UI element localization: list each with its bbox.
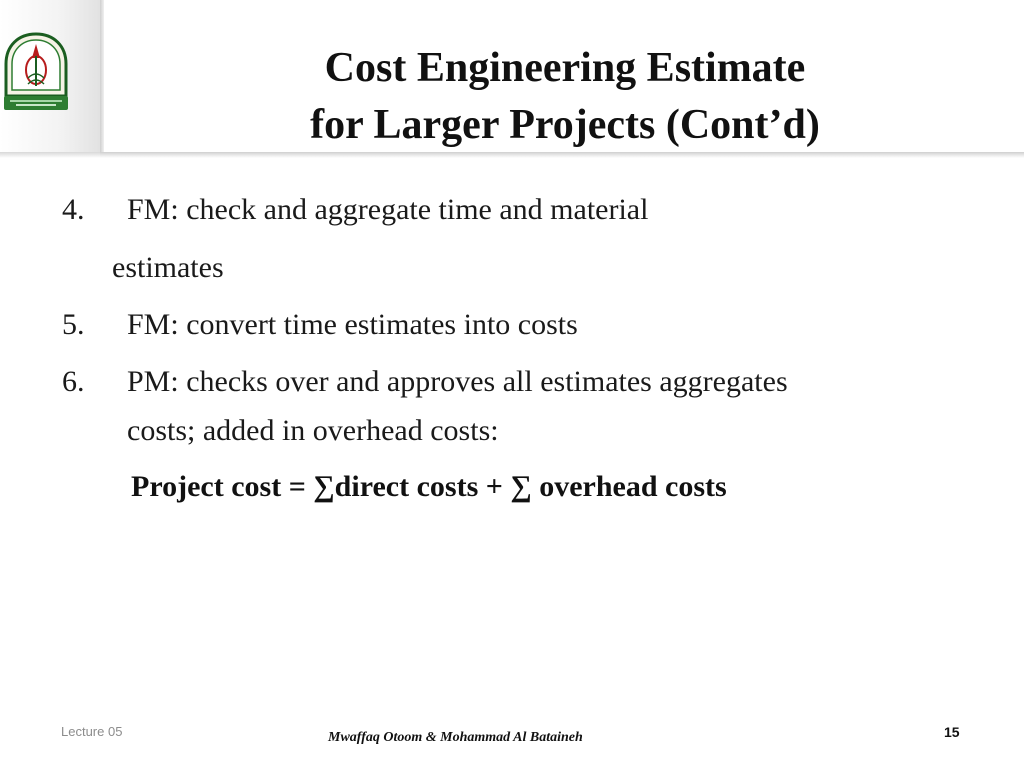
list-item-number: 4. bbox=[62, 193, 85, 226]
slide-title-line-1: Cost Engineering Estimate bbox=[324, 45, 806, 91]
list-item-6-line-2: costs; added in overhead costs: bbox=[127, 414, 499, 447]
list-item-4-continuation: estimates bbox=[112, 251, 224, 284]
list-item-number: 5. bbox=[62, 308, 85, 341]
list-item-text: FM: check and aggregate time and material bbox=[127, 193, 649, 226]
project-cost-formula: Project cost = ∑direct costs + ∑ overhead costs bbox=[131, 470, 727, 503]
footer-lecture-label: Lecture 05 bbox=[61, 724, 123, 739]
list-item-text: PM: checks over and approves all estimates aggregates bbox=[127, 365, 788, 398]
slide-number: 15 bbox=[944, 724, 960, 740]
slide-title-line-2: for Larger Projects (Cont’d) bbox=[310, 102, 820, 148]
list-item-number: 6. bbox=[62, 365, 85, 398]
footer-authors: Mwaffaq Otoom & Mohammad Al Bataineh bbox=[328, 730, 583, 745]
list-item-text: FM: convert time estimates into costs bbox=[127, 308, 578, 341]
